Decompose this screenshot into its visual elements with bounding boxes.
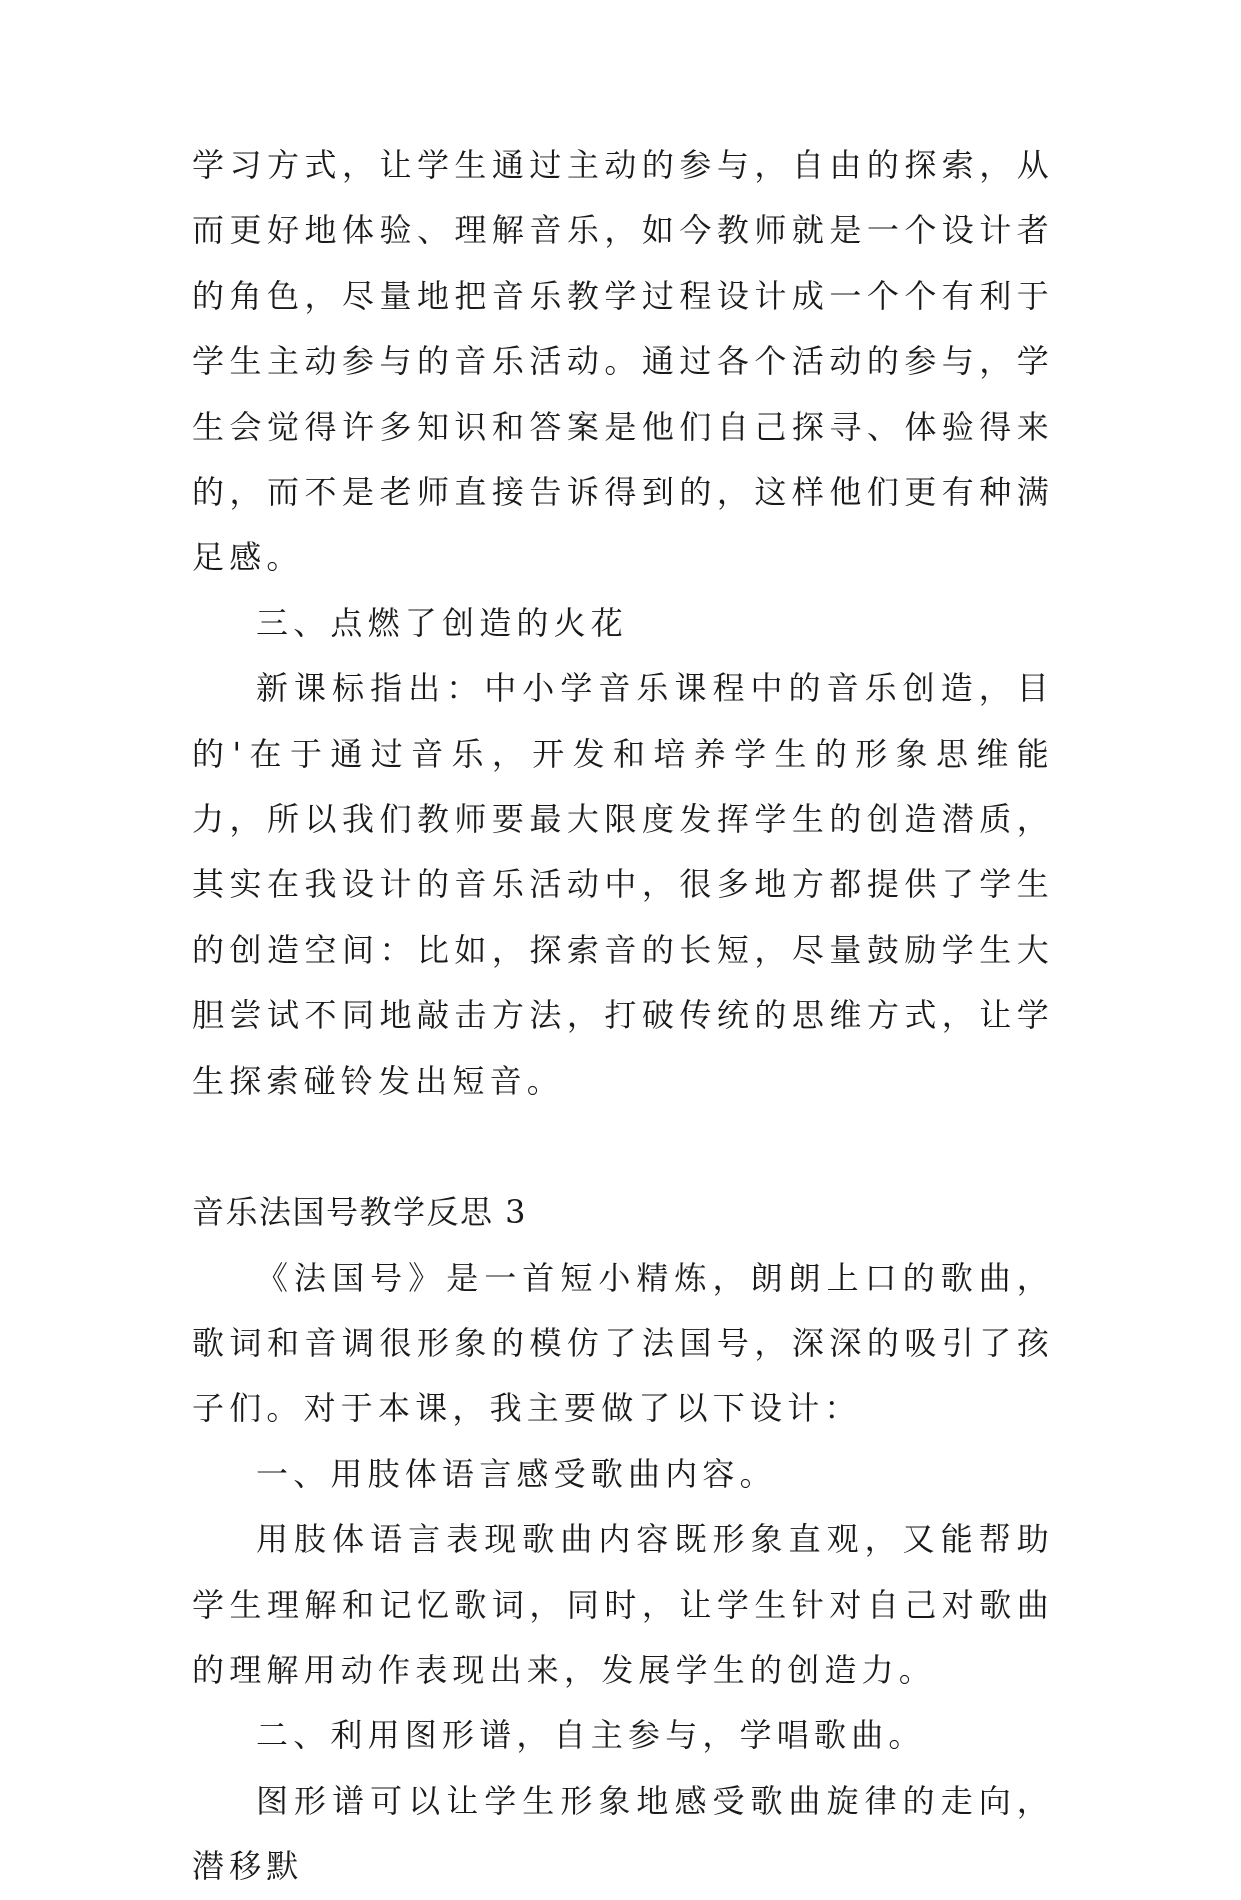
subheading-graphic-score: 二、利用图形谱，自主参与，学唱歌曲。 (256, 1716, 926, 1755)
section-gap (192, 1114, 1054, 1178)
paragraph-new-curriculum: 新课标指出：中小学音乐课程中的音乐创造，目的'在于通过音乐，开发和培养学生的形象思维能力，所以我们教师要最大限度发挥学生的创造潜质，其实在我设计的音乐活动中，很多地方都提供了学生的创造空间：比如，探索音的长短，尽量鼓励学生大胆尝试不同地敲击方法，打破传统的思维方式，让学生探索碰铃发出短音。 (192, 669, 1054, 1100)
subheading-body-language: 一、用肢体语言感受歌曲内容。 (256, 1454, 777, 1493)
paragraph-learning-method: 学习方式，让学生通过主动的参与，自由的探索，从而更好地体验、理解音乐，如今教师就是一个设计者的角色，尽量地把音乐教学过程设计成一个个有利于学生主动参与的音乐活动。通过各个活动的参与，学生会觉得许多知识和答案是他们自己探寻、体验得来的，而不是老师直接告诉得到的，这样他们更有种满足感。 (192, 146, 1054, 577)
section-title: 音乐法国号教学反思 3 (192, 1193, 528, 1232)
subheading-creativity: 三、点燃了创造的火花 (256, 603, 629, 642)
paragraph-body-language: 用肢体语言表现歌曲内容既形象直观，又能帮助学生理解和记忆歌词，同时，让学生针对自己对歌曲的理解用动作表现出来，发展学生的创造力。 (192, 1520, 1054, 1689)
document-page (192, 133, 1054, 1900)
paragraph-graphic-score: 图形谱可以让学生形象地感受歌曲旋律的走向，潜移默 (192, 1781, 1054, 1886)
paragraph-intro: 《法国号》是一首短小精炼，朗朗上口的歌曲，歌词和音调很形象的模仿了法国号，深深的吸引了孩子们。对于本课，我主要做了以下设计： (192, 1258, 1054, 1428)
